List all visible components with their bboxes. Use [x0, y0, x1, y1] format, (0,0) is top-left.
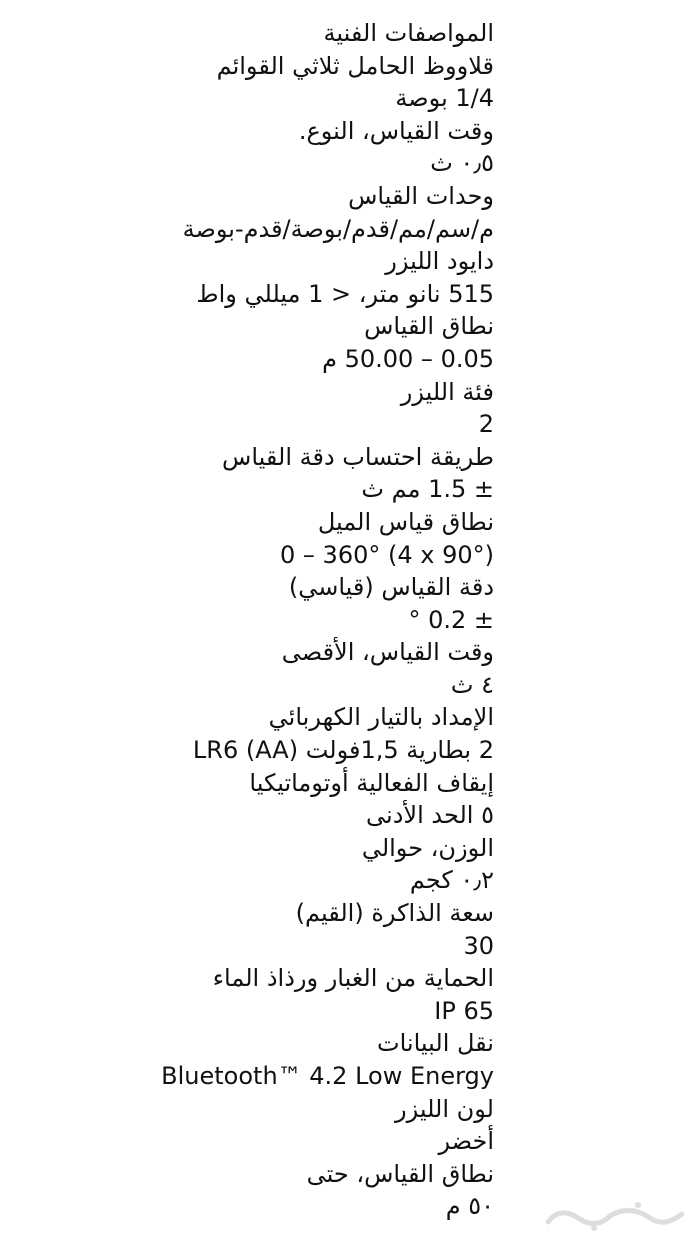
spec-label-laser-class: فئة الليزر: [400, 377, 494, 406]
spec-value-measure-time-type: ٠٫٥ ث: [430, 149, 494, 178]
spec-label-range: نطاق القياس: [364, 312, 494, 341]
haraj-watermark-logo: [540, 1196, 690, 1236]
spec-value-units: م/سم/مم/قدم/بوصة/قدم-بوصة: [182, 214, 494, 243]
spec-value-measure-time-max: ٤ ث: [450, 670, 494, 699]
spec-value-memory: 30: [463, 931, 494, 960]
spec-value-range-up-to: ٥٠ م: [445, 1192, 494, 1221]
spec-label-accuracy-standard: دقة القياس (قياسي): [288, 573, 494, 602]
spec-label-data-transfer: نقل البيانات: [377, 1029, 494, 1058]
spec-value-range: 0.05 – 50.00 م: [322, 344, 494, 373]
spec-label-memory: سعة الذاكرة (القيم): [295, 899, 494, 928]
spec-value-weight: ٠٫٢ كجم: [409, 866, 494, 895]
spec-value-laser-color: أخضر: [438, 1127, 494, 1156]
spec-label-laser-color: لون الليزر: [395, 1094, 494, 1123]
spec-value-laser-class: 2: [478, 410, 494, 439]
spec-label-tilt-range: نطاق قياس الميل: [317, 507, 494, 536]
spec-label-auto-off: إيقاف الفعالية أوتوماتيكيا: [249, 768, 494, 797]
spec-label-accuracy-method: طريقة احتساب دقة القياس: [222, 442, 494, 471]
spec-label-units: وحدات القياس: [348, 181, 494, 210]
spec-value-tilt-range: 0 – 360° (4 x 90°): [280, 540, 494, 569]
spec-value-data-transfer: Bluetooth™ 4.2 Low Energy: [161, 1062, 494, 1090]
spec-value-ip-protection: IP 65: [434, 996, 494, 1025]
spec-value-accuracy-method: ± 1.5 مم ث: [361, 475, 494, 504]
spec-label-range-up-to: نطاق القياس، حتى: [306, 1159, 494, 1188]
spec-heading: المواصفات الفنية: [323, 19, 494, 47]
spec-sheet: [14, 17, 494, 1223]
spec-value-auto-off: ٥ الحد الأدنى: [366, 801, 494, 830]
spec-label-tripod-thread: قلاووظ الحامل ثلاثي القوائم: [216, 51, 494, 80]
spec-label-weight: الوزن، حوالي: [361, 833, 494, 862]
spec-label-measure-time-max: وقت القياس، الأقصى: [281, 638, 494, 667]
spec-label-ip-protection: الحماية من الغبار ورذاذ الماء: [212, 964, 494, 993]
spec-value-laser-diode: 515 نانو متر، < 1 ميللي واط: [196, 279, 494, 308]
spec-value-accuracy-standard: ± 0.2 °: [408, 605, 494, 634]
spec-label-measure-time-type: وقت القياس، النوع.: [298, 116, 494, 145]
spec-value-tripod-thread: 1/4 بوصة: [395, 84, 494, 113]
spec-label-laser-diode: دايود الليزر: [385, 247, 494, 276]
spec-label-power-supply: الإمداد بالتيار الكهربائي: [268, 703, 494, 732]
spec-value-power-supply: 2 بطارية 1,5فولت LR6 (AA): [192, 736, 494, 765]
